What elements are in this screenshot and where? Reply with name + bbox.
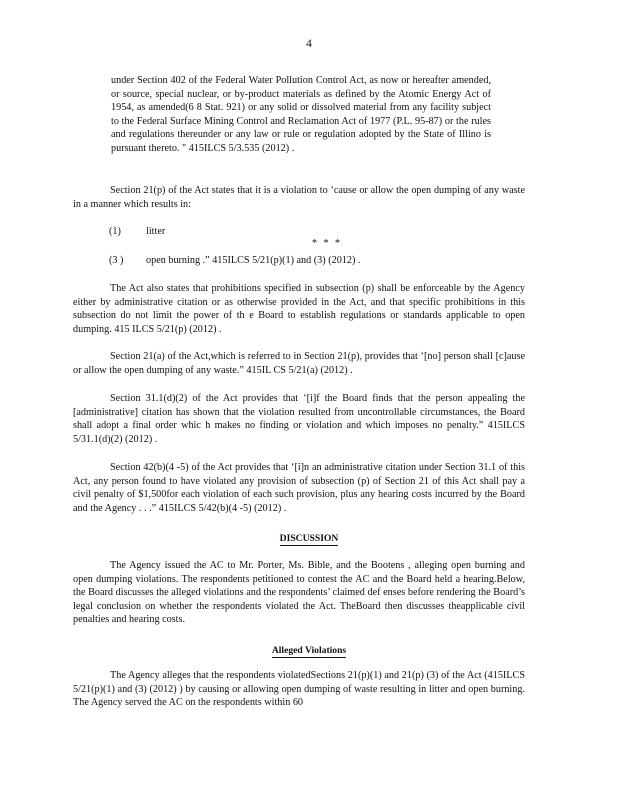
heading-text: DISCUSSION xyxy=(279,533,339,544)
ellipsis-stars: * * * xyxy=(312,238,342,249)
list-item xyxy=(109,226,429,240)
heading-alleged-violations xyxy=(0,645,618,656)
paragraph-text: The Agency issued the AC to Mr. Porter, Ms. Bible, and the Bootens , alleging open burning and open dumping violations. The respondents petitioned to contest the AC and the Board held a hearing.Below, the Board discusses the alleged violations and the respondents’ claimed def enses before rendering the Board’s legal conclusion on whether the respondents violated the Act. TheBoard then discusses theapplicable civil penalties and hearing costs. xyxy=(73,560,525,626)
violation-list-continued xyxy=(109,255,429,269)
paragraph-discussion xyxy=(73,559,525,627)
paragraph-text: Section 21(p) of the Act states that it is a violation to ‘cause or allow the open dumping of any waste in a manner which results in: xyxy=(73,185,525,210)
paragraph-section-42b xyxy=(73,461,525,515)
quote-paragraph: under Section 402 of the Federal Water Pollution Control Act, as now or hereafter amended, or source, special nuclear, or by-product materials as defined by the Atomic Energy Act of 1954, as amended(6 8 Stat. 921) or any solid or dissolved material from any facility subject to the Federal Surface Mining Control and Reclamation Act of 1977 (P.L. 95-87) or the rules and regulations thereunder or any law or rule or regulation adopted by the State of Illino is pursuant thereto. " 415ILCS 5/3.535 (2012) . xyxy=(111,75,491,154)
page-number: 4 xyxy=(306,38,312,50)
paragraph-section-31-1 xyxy=(73,392,525,446)
paragraph-text: Section 21(a) of the Act,which is referred to in Section 21(p), provides that ‘[no] person shall [c]ause or allow the open dumping of any waste.” 415IL CS 5/21(a) (2012) . xyxy=(73,351,525,376)
section-21p-intro xyxy=(73,184,525,211)
list-item-text: litter xyxy=(146,226,166,237)
heading-discussion xyxy=(0,533,618,544)
statutory-quote-block xyxy=(111,74,491,156)
list-item xyxy=(109,255,429,269)
paragraph-text: The Act also states that prohibitions specified in subsection (p) shall be enforceable by the Agency either by administrative citation or as otherwise provided in the Act, and that specific prohibitions in this subsection do not limit the power of th e Board to establish regulations or standards applicable to open dumping. 415 ILCS 5/21(p) (2012) . xyxy=(73,283,525,335)
paragraph-text: Section 42(b)(4 -5) of the Act provides that ‘[i]n an administrative citation under Section 31.1 of this Act, any person found to have violated any provision of subsection (p) of Section 21 of this Act shall pay a civil penalty of $1,500for each violation of each such provision, plus any hearing costs incurred by the Board and the Agency . . .” 415ILCS 5/42(b)(4 -5) (2012) . xyxy=(73,462,525,514)
list-item-number: (3 ) xyxy=(109,255,124,266)
paragraph-alleged-violations xyxy=(73,669,525,710)
heading-text: Alleged Violations xyxy=(271,645,347,656)
paragraph-enforcement xyxy=(73,282,525,336)
paragraph-section-21a xyxy=(73,350,525,377)
paragraph-text: Section 31.1(d)(2) of the Act provides that ‘[i]f the Board finds that the person appealing the [administrative] citation has shown that the violation resulted from uncontrollable circumstances, the Board shall adopt a final order whic h makes no finding or violation and which imposes no penalty.” 415ILCS 5/31.1(d)(2) (2012) . xyxy=(73,393,525,445)
list-item-number: (1) xyxy=(109,226,121,237)
list-item-text: open burning .” 415ILCS 5/21(p)(1) and (3) (2012) . xyxy=(146,255,361,266)
violation-list xyxy=(109,226,429,240)
paragraph-text: The Agency alleges that the respondents violatedSections 21(p)(1) and 21(p) (3) of the Act (415ILCS 5/21(p)(1) and (3) (2012) ) by causing or allowing open dumping of waste resulting in litter and open burning. The Agency served the AC on the respondents within 60 xyxy=(73,670,525,709)
